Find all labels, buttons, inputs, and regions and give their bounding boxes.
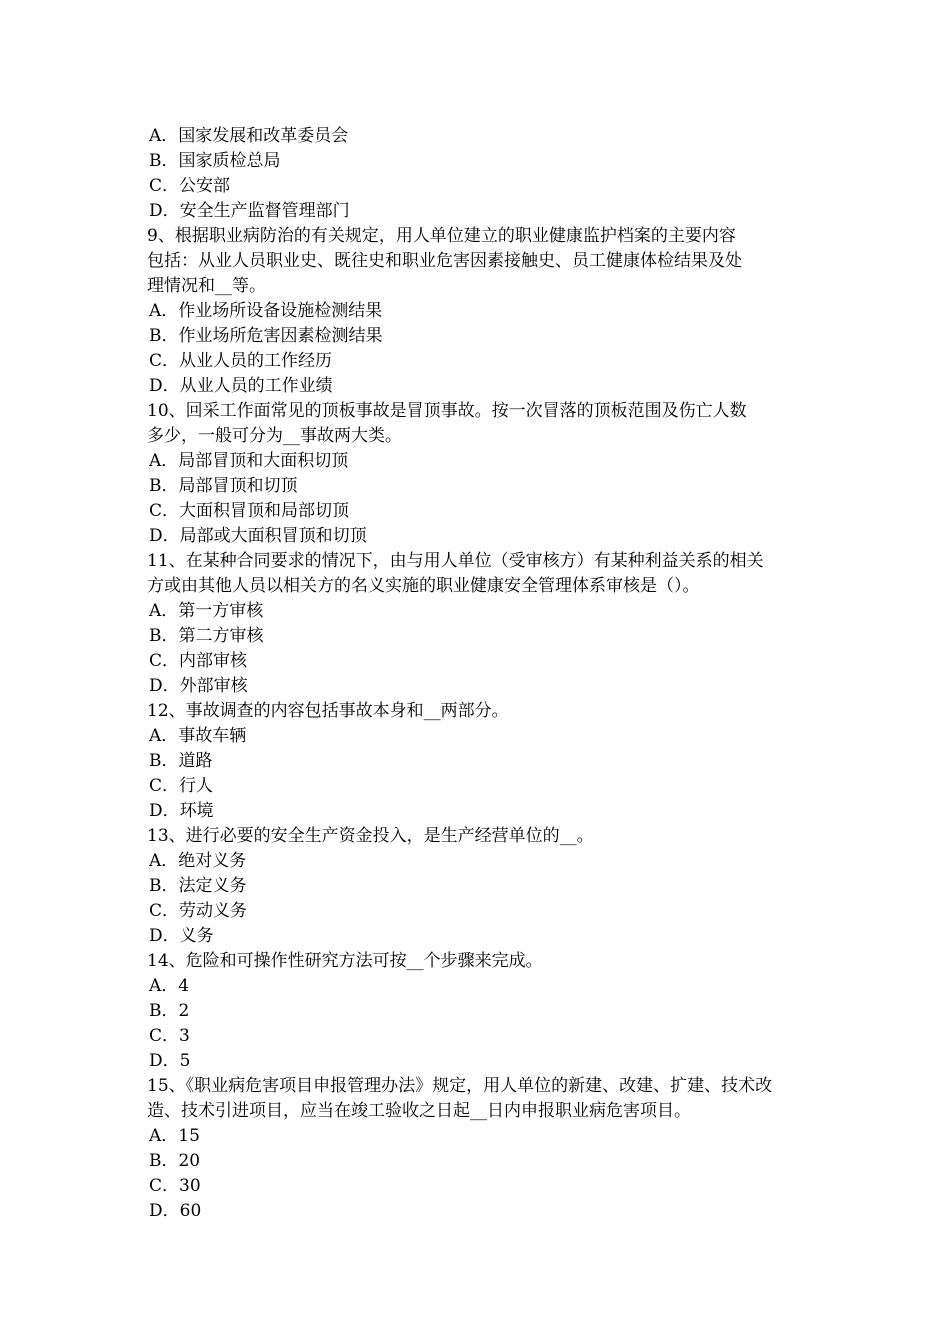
answer-option: C．3 — [149, 1026, 190, 1046]
question-text — [147, 699, 812, 724]
answer-option: A．15 — [149, 1126, 200, 1146]
question-text — [147, 224, 812, 299]
answer-option: C．行人 — [149, 776, 214, 796]
answer-option: D．义务 — [149, 926, 214, 946]
answer-option: B．作业场所危害因素检测结果 — [149, 326, 383, 346]
answer-option: D．外部审核 — [149, 676, 248, 696]
answer-option: C．大面积冒顶和局部切顶 — [149, 501, 350, 521]
question-text — [147, 949, 812, 974]
answer-option: B．局部冒顶和切顶 — [149, 476, 298, 496]
answer-option: A．第一方审核 — [149, 601, 264, 621]
question-text — [147, 549, 812, 599]
answer-option: D．环境 — [149, 801, 214, 821]
answer-option: B．20 — [149, 1151, 201, 1171]
answer-option: C．劳动义务 — [149, 901, 248, 921]
answer-option: B．道路 — [149, 751, 213, 771]
answer-option: D．60 — [149, 1201, 202, 1221]
question-line: 包括：从业人员职业史、既往史和职业危害因素接触史、员工健康体检结果及处 — [147, 251, 742, 271]
question-line: 9、根据职业病防治的有关规定，用人单位建立的职业健康监护档案的主要内容 — [147, 226, 736, 246]
question-line: 15、《职业病危害项目申报管理办法》规定，用人单位的新建、改建、扩建、技术改 — [147, 1076, 773, 1096]
question-text — [147, 399, 812, 449]
answer-option: B．法定义务 — [149, 876, 247, 896]
answer-option: D．局部或大面积冒顶和切顶 — [149, 526, 367, 546]
question-text — [147, 1074, 812, 1124]
question-line: 11、在某种合同要求的情况下，由与用人单位（受审核方）有某种利益关系的相关 — [147, 551, 764, 571]
answer-option: D．安全生产监督管理部门 — [149, 201, 350, 221]
answer-option: A．作业场所设备设施检测结果 — [149, 301, 383, 321]
answer-option: C．内部审核 — [149, 651, 248, 671]
question-line: 14、危险和可操作性研究方法可按__个步骤来完成。 — [147, 951, 543, 971]
answer-option: B．2 — [149, 1001, 190, 1021]
answer-option: A．4 — [149, 976, 190, 996]
question-line: 多少，一般可分为__事故两大类。 — [147, 426, 402, 446]
answer-option: B．国家质检总局 — [149, 151, 281, 171]
question-line: 13、进行必要的安全生产资金投入，是生产经营单位的__。 — [147, 826, 594, 846]
question-line: 造、技术引进项目，应当在竣工验收之日起__日内申报职业病危害项目。 — [147, 1101, 691, 1121]
answer-option: C．从业人员的工作经历 — [149, 351, 333, 371]
answer-option: C．公安部 — [149, 176, 231, 196]
question-list — [147, 124, 812, 1224]
answer-option: A．国家发展和改革委员会 — [149, 126, 349, 146]
answer-option: D．从业人员的工作业绩 — [149, 376, 333, 396]
answer-option: B．第二方审核 — [149, 626, 264, 646]
answer-option: C．30 — [149, 1176, 201, 1196]
question-text — [147, 824, 812, 849]
answer-option: A．绝对义务 — [149, 851, 247, 871]
answer-option: D．5 — [149, 1051, 191, 1071]
answer-option: A．局部冒顶和大面积切顶 — [149, 451, 349, 471]
answer-option: A．事故车辆 — [149, 726, 247, 746]
question-line: 10、回采工作面常见的顶板事故是冒顶事故。按一次冒落的顶板范围及伤亡人数 — [147, 401, 747, 421]
question-line: 理情况和__等。 — [147, 276, 266, 296]
question-line: 方或由其他人员以相关方的名义实施的职业健康安全管理体系审核是（）。 — [147, 576, 700, 596]
question-line: 12、事故调查的内容包括事故本身和__两部分。 — [147, 701, 509, 721]
